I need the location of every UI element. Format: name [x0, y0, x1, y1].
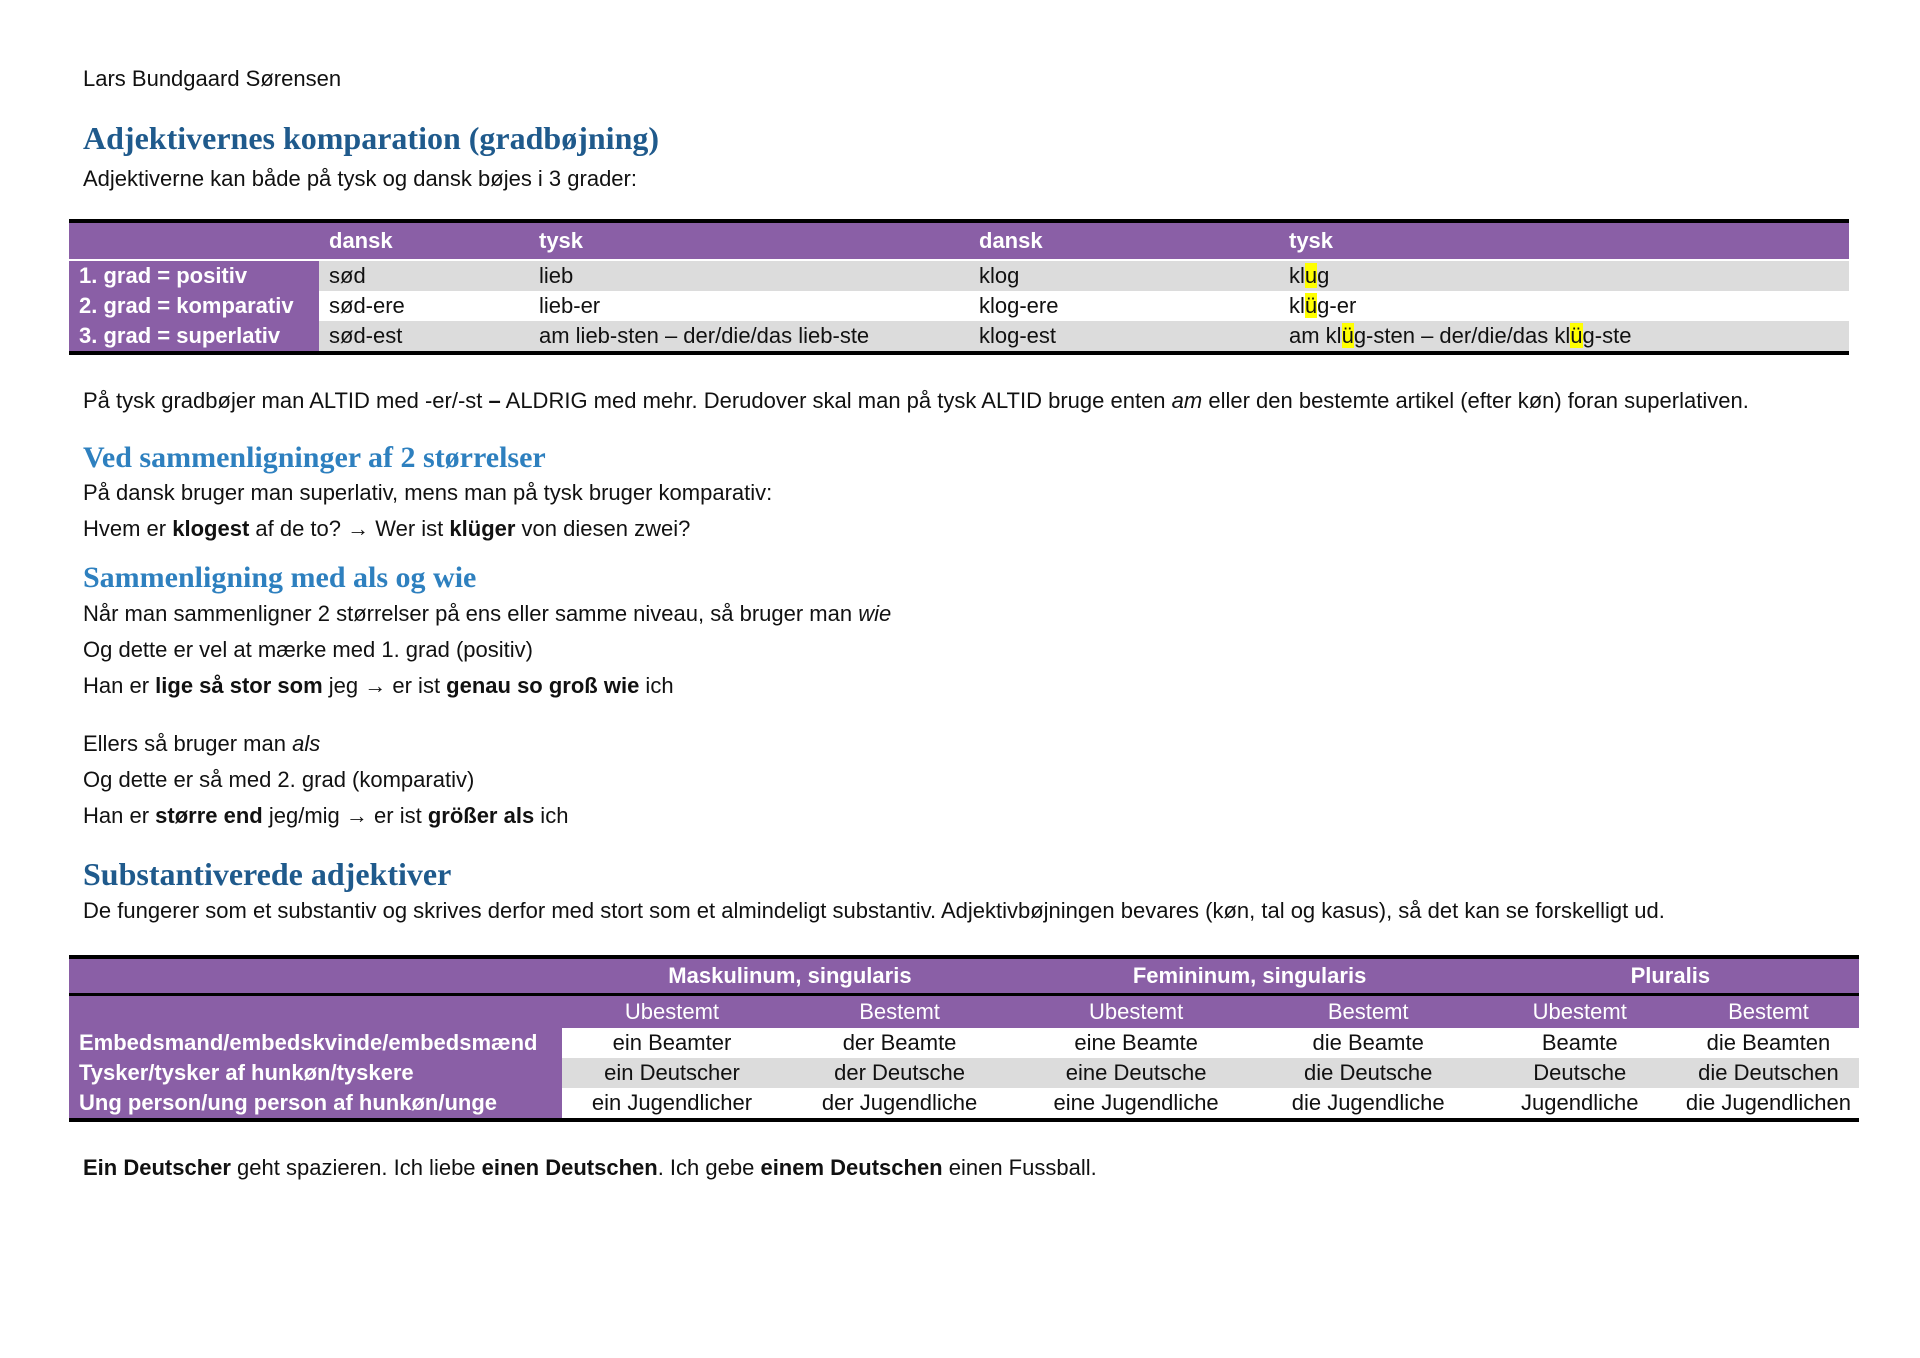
example-text: Wer ist [369, 516, 450, 542]
example-text: ich [639, 672, 674, 698]
footer-bold: einem Deutschen [760, 1154, 943, 1180]
rule-text: eller den bestemte artikel (efter køn) foran superlativen. [1202, 387, 1749, 413]
line-italic: als [292, 730, 321, 756]
cell-text: g [1317, 262, 1330, 288]
cell-text: g-sten – der/die/das kl [1353, 322, 1571, 348]
section-title-two-sizes: Ved sammenligninger af 2 størrelser [83, 440, 546, 474]
section-title-substantivized: Substantiverede adjektiver [83, 855, 452, 892]
als-wie-line [83, 596, 1863, 632]
cell: am lieb-sten – der/die/das lieb-ste [529, 321, 969, 353]
example-bold: større end [155, 802, 263, 828]
two-sizes-line: På dansk bruger man superlativ, mens man på tysk bruger komparativ: [83, 480, 773, 506]
sub-header: Bestemt [1255, 994, 1482, 1028]
substantivized-table [69, 955, 1859, 1122]
two-sizes-example [83, 511, 1863, 547]
example-text: von diesen zwei? [515, 516, 691, 542]
cell: der Jugendliche [782, 1088, 1018, 1120]
header-empty [69, 221, 319, 260]
example-text: er ist [386, 672, 447, 698]
cell: klog-est [969, 321, 1279, 353]
cell: eine Jugendliche [1018, 1088, 1255, 1120]
rule-dash: – [488, 387, 501, 413]
cell: ein Beamter [562, 1028, 781, 1058]
footer-bold: einen Deutschen [481, 1154, 658, 1180]
highlighted-vowel: u [1304, 262, 1318, 288]
cell: die Beamte [1255, 1028, 1482, 1058]
cell: lieb-er [529, 291, 969, 321]
table-row [69, 1028, 1859, 1058]
cell: die Deutschen [1678, 1058, 1859, 1088]
cell: die Jugendliche [1255, 1088, 1482, 1120]
row-label: 1. grad = positiv [69, 260, 319, 291]
arrow-icon: → [364, 672, 387, 698]
cell: sød-est [319, 321, 529, 353]
highlighted-vowel: ü [1570, 322, 1583, 348]
footer-example [83, 1150, 1863, 1186]
cell: Beamte [1482, 1028, 1678, 1058]
cell: Deutsche [1482, 1058, 1678, 1088]
example-text: af de to? [249, 516, 348, 542]
line-italic: wie [858, 600, 892, 626]
example-text: Hvem er [83, 516, 173, 542]
cell: eine Deutsche [1018, 1058, 1255, 1088]
sub-header: Bestemt [782, 994, 1018, 1028]
table-row [69, 1088, 1859, 1120]
footer-text: . Ich gebe [657, 1154, 761, 1180]
example-bold: klogest [172, 516, 250, 542]
group-header: Maskulinum, singularis [562, 957, 1017, 995]
cell: ein Deutscher [562, 1058, 781, 1088]
cell: eine Beamte [1018, 1028, 1255, 1058]
arrow-icon: → [347, 516, 370, 542]
header-tysk-1: tysk [529, 221, 969, 260]
cell-text: kl [1289, 292, 1305, 318]
author-name: Lars Bundgaard Sørensen [83, 66, 342, 91]
comparison-rule [83, 383, 1863, 419]
example-bold: größer als [427, 802, 535, 828]
sub-header-empty [69, 994, 562, 1028]
sub-header-row [69, 994, 1859, 1028]
sub-header: Ubestemt [1482, 994, 1678, 1028]
group-header: Pluralis [1482, 957, 1859, 995]
line-text: Når man sammenligner 2 størrelser på ens eller samme niveau, så bruger man [83, 600, 859, 626]
comparison-table [69, 219, 1849, 355]
example-text: Han er [83, 802, 156, 828]
section-title-comparison: Adjektivernes komparation (gradbøjning) [83, 120, 660, 156]
als-line [83, 726, 1863, 762]
table-row [69, 260, 1849, 291]
group-header: Femininum, singularis [1018, 957, 1482, 995]
cell: klog-ere [969, 291, 1279, 321]
cell: die Beamten [1678, 1028, 1859, 1058]
cell: Jugendliche [1482, 1088, 1678, 1120]
highlighted-vowel: ü [1341, 322, 1354, 348]
cell: sød [319, 260, 529, 291]
header-tysk-2: tysk [1279, 221, 1849, 260]
rule-am: am [1171, 387, 1203, 413]
cell: klog [969, 260, 1279, 291]
cell-text: g-ste [1582, 322, 1632, 348]
als-line: Og dette er så med 2. grad (komparativ) [83, 766, 475, 792]
als-wie-example [83, 668, 1863, 704]
section-title-als-wie: Sammenligning med als og wie [83, 561, 477, 595]
example-text: jeg/mig [262, 802, 346, 828]
cell: der Deutsche [782, 1058, 1018, 1088]
cell-text: g-er [1317, 292, 1357, 318]
footer-text: geht spazieren. Ich liebe [230, 1154, 482, 1180]
example-bold: genau so groß wie [446, 672, 640, 698]
group-header-row [69, 957, 1859, 995]
row-label: Ung person/ung person af hunkøn/unge [69, 1088, 562, 1120]
cell: der Beamte [782, 1028, 1018, 1058]
sub-header: Ubestemt [1018, 994, 1255, 1028]
cell: lieb [529, 260, 969, 291]
example-bold: klüger [449, 516, 516, 542]
sub-header: Bestemt [1678, 994, 1859, 1028]
cell: die Jugendlichen [1678, 1088, 1859, 1120]
row-label: 3. grad = superlativ [69, 321, 319, 353]
cell-text: kl [1289, 262, 1305, 288]
rule-text: På tysk gradbøjer man ALTID med -er/-st [83, 387, 489, 413]
cell: die Deutsche [1255, 1058, 1482, 1088]
header-dansk-2: dansk [969, 221, 1279, 260]
comparison-intro: Adjektiverne kan både på tysk og dansk bøjes i 3 grader: [83, 165, 637, 191]
cell: ein Jugendlicher [562, 1088, 781, 1120]
row-label: Tysker/tysker af hunkøn/tyskere [69, 1058, 562, 1088]
sub-header: Ubestemt [562, 994, 781, 1028]
rule-text: ALDRIG med mehr. Derudover skal man på tysk ALTID bruge enten [500, 387, 1172, 413]
line-text: Ellers så bruger man [83, 730, 293, 756]
document-page [79, 66, 1863, 1186]
group-header-empty [69, 957, 562, 995]
example-text: jeg [322, 672, 365, 698]
comparison-table-header-row [69, 221, 1849, 260]
header-dansk-1: dansk [319, 221, 529, 260]
cell: sød-ere [319, 291, 529, 321]
als-wie-line: Og dette er vel at mærke med 1. grad (positiv) [83, 636, 533, 662]
example-text: er ist [367, 802, 428, 828]
als-example [83, 798, 1863, 834]
footer-text: einen Fussball. [942, 1154, 1097, 1180]
cell [1279, 321, 1849, 353]
row-label: 2. grad = komparativ [69, 291, 319, 321]
footer-bold: Ein Deutscher [83, 1154, 231, 1180]
cell [1279, 260, 1849, 291]
example-text: Han er [83, 672, 156, 698]
table-row [69, 321, 1849, 353]
example-text: ich [534, 802, 569, 828]
substantivized-intro: De fungerer som et substantiv og skrives derfor med stort som et almindeligt substantiv. Adjektivbøjningen bevares (køn, tal og kasus), så det kan se forskelligt ud. [83, 897, 1665, 923]
highlighted-vowel: ü [1304, 292, 1318, 318]
cell-text: am kl [1289, 322, 1342, 348]
cell [1279, 291, 1849, 321]
row-label: Embedsmand/embedskvinde/embedsmænd [69, 1028, 562, 1058]
table-row [69, 291, 1849, 321]
table-row [69, 1058, 1859, 1088]
arrow-icon: → [345, 802, 368, 828]
example-bold: lige så stor som [155, 672, 323, 698]
